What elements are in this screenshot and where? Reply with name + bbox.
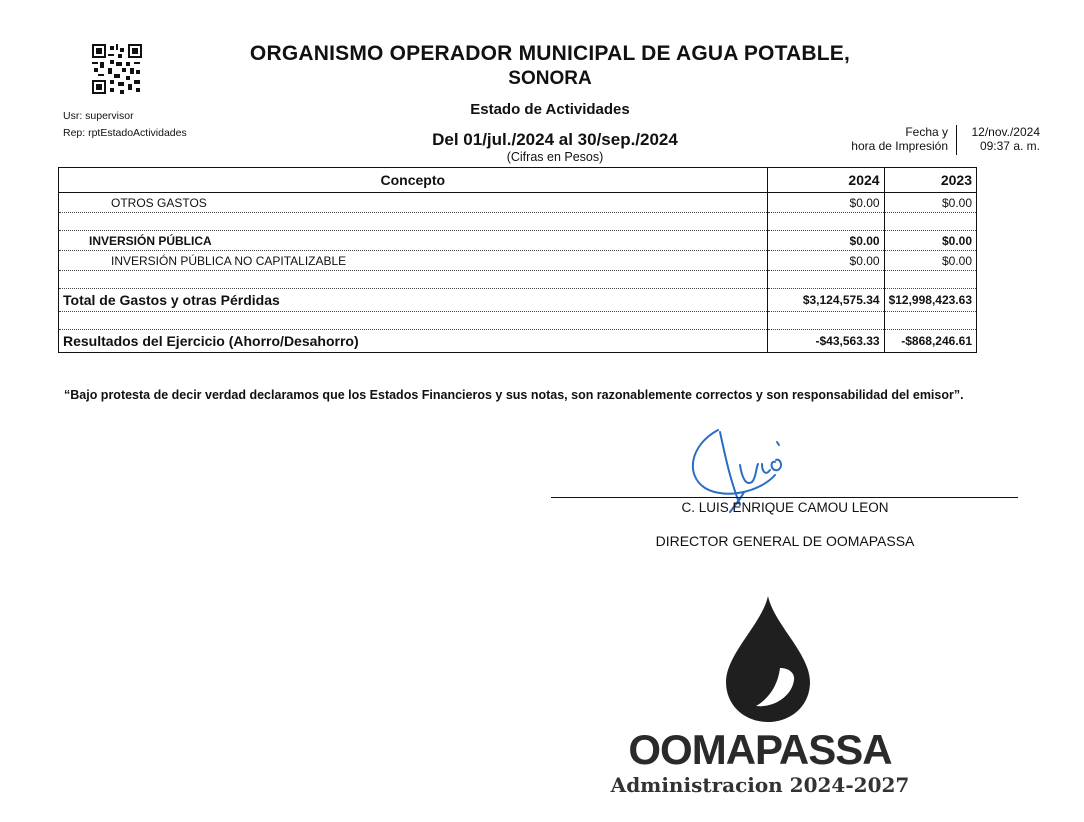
units-note: (Cifras en Pesos) bbox=[506, 150, 604, 164]
table-row bbox=[59, 251, 977, 271]
table-row bbox=[59, 193, 977, 213]
row-label: INVERSIÓN PÚBLICA NO CAPITALIZABLE bbox=[59, 251, 768, 271]
col-header-concept: Concepto bbox=[59, 168, 768, 193]
row-value-2023: $0.00 bbox=[884, 231, 976, 251]
col-header-2023: 2023 bbox=[884, 168, 976, 193]
row-value-2024: $0.00 bbox=[767, 231, 884, 251]
print-values bbox=[962, 125, 1040, 153]
row-value-2023: -$868,246.61 bbox=[884, 330, 976, 353]
print-label bbox=[820, 125, 948, 153]
print-label-line1: Fecha y bbox=[905, 125, 948, 139]
report-period: Del 01/jul./2024 al 30/sep./2024 bbox=[432, 130, 678, 149]
row-label: INVERSIÓN PÚBLICA bbox=[59, 231, 768, 251]
declaration-text: “Bajo protesta de decir verdad declaramos que los Estados Financieros y sus notas, son razonablemente correctos y son responsabilidad del emisor”. bbox=[64, 388, 964, 402]
logo-wordmark: OOMAPASSA bbox=[628, 726, 892, 773]
print-time: 09:37 a. m. bbox=[979, 139, 1040, 153]
print-date: 12/nov./2024 bbox=[971, 125, 1040, 139]
print-separator bbox=[956, 125, 957, 155]
table-row-result bbox=[59, 330, 977, 353]
col-header-2024: 2024 bbox=[767, 168, 884, 193]
financial-table bbox=[58, 167, 977, 353]
row-value-2024: $3,124,575.34 bbox=[767, 289, 884, 312]
row-value-2024: $0.00 bbox=[767, 251, 884, 271]
table-row-total bbox=[59, 289, 977, 312]
row-label: Total de Gastos y otras Pérdidas bbox=[59, 289, 768, 312]
row-label: Resultados del Ejercicio (Ahorro/Desahorro) bbox=[59, 330, 768, 353]
logo-administration: Administracion 2024-2027 bbox=[610, 773, 910, 797]
print-label-line2: hora de Impresión bbox=[851, 139, 948, 153]
row-label: OTROS GASTOS bbox=[59, 193, 768, 213]
qr-code-icon bbox=[92, 44, 142, 94]
row-value-2023: $0.00 bbox=[884, 251, 976, 271]
row-value-2024: $0.00 bbox=[767, 193, 884, 213]
org-name-line2: SONORA bbox=[508, 68, 592, 89]
table-spacer-row bbox=[59, 271, 977, 289]
table-spacer-row bbox=[59, 312, 977, 330]
table-row bbox=[59, 231, 977, 251]
report-id-label: Rep: rptEstadoActividades bbox=[63, 127, 187, 139]
table-spacer-row bbox=[59, 213, 977, 231]
row-value-2023: $0.00 bbox=[884, 193, 976, 213]
signature-line bbox=[551, 497, 1018, 498]
row-value-2023: $12,998,423.63 bbox=[884, 289, 976, 312]
signer-title: DIRECTOR GENERAL DE OOMAPASSA bbox=[655, 533, 915, 549]
water-drop-logo-icon bbox=[718, 594, 818, 724]
report-title: Estado de Actividades bbox=[470, 101, 630, 118]
row-value-2024: -$43,563.33 bbox=[767, 330, 884, 353]
user-label: Usr: supervisor bbox=[63, 110, 134, 122]
table-header-row bbox=[59, 168, 977, 193]
signer-name: C. LUIS ENRIQUE CAMOU LEON bbox=[681, 500, 889, 515]
org-name-line1: ORGANISMO OPERADOR MUNICIPAL DE AGUA POTABLE, bbox=[249, 42, 851, 65]
